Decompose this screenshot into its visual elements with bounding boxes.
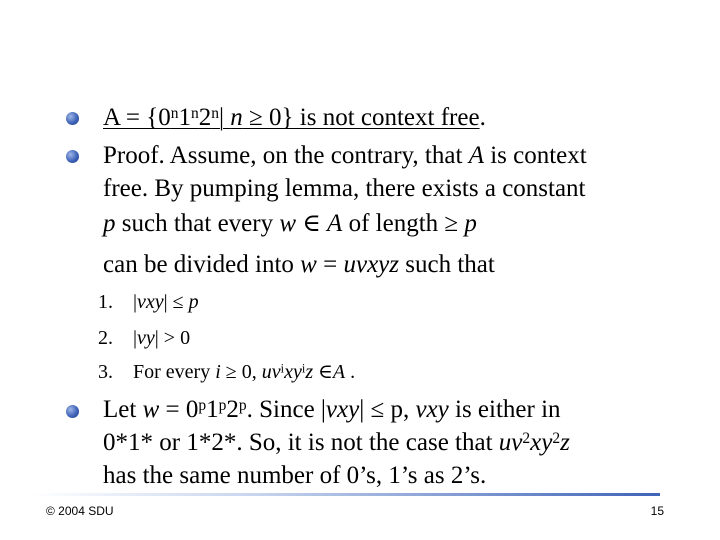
proof-line-4: can be divided into w = uvxyz such that xyxy=(103,251,495,278)
claim-line: $A = \{0^n1^n2^n|$ n ≥ 0} is not context free. xyxy=(103,104,486,131)
footer-copyright: © 2004 SDU xyxy=(46,504,114,518)
proof-line-1: Proof. Assume, on the contrary, that A is context xyxy=(103,142,587,169)
slide-number: 15 xyxy=(650,504,664,518)
argument-line-2: 0*1* or 1*2*. So, it is not the case that $uv^2xy^2z$ xyxy=(103,429,570,456)
bullet-2 xyxy=(66,150,79,163)
bullet-1 xyxy=(66,112,79,125)
item-2-text: |vy| > 0 xyxy=(133,327,191,349)
proof-line-2: free. By pumping lemma, there exists a constant xyxy=(103,175,586,202)
bullet-3 xyxy=(66,405,79,418)
item-1-number: 1. xyxy=(98,291,113,313)
footer-rule xyxy=(30,493,660,496)
item-3-number: 3. xyxy=(98,361,113,383)
item-2-number: 2. xyxy=(98,327,113,349)
proof-line-3: p such that every w ∈ A of length ≥ p xyxy=(103,210,477,237)
argument-line-1: Let $w = 0^p1^p2^p$. Since |vxy| ≤ p, vxy is either in xyxy=(103,396,561,423)
item-3-text: For every i ≥ 0, $uv^ixy^iz$ ∈A . xyxy=(133,361,356,383)
item-1-text: |vxy| ≤ p xyxy=(133,291,199,313)
argument-line-3: has the same number of 0’s, 1’s as 2’s. xyxy=(103,462,487,489)
